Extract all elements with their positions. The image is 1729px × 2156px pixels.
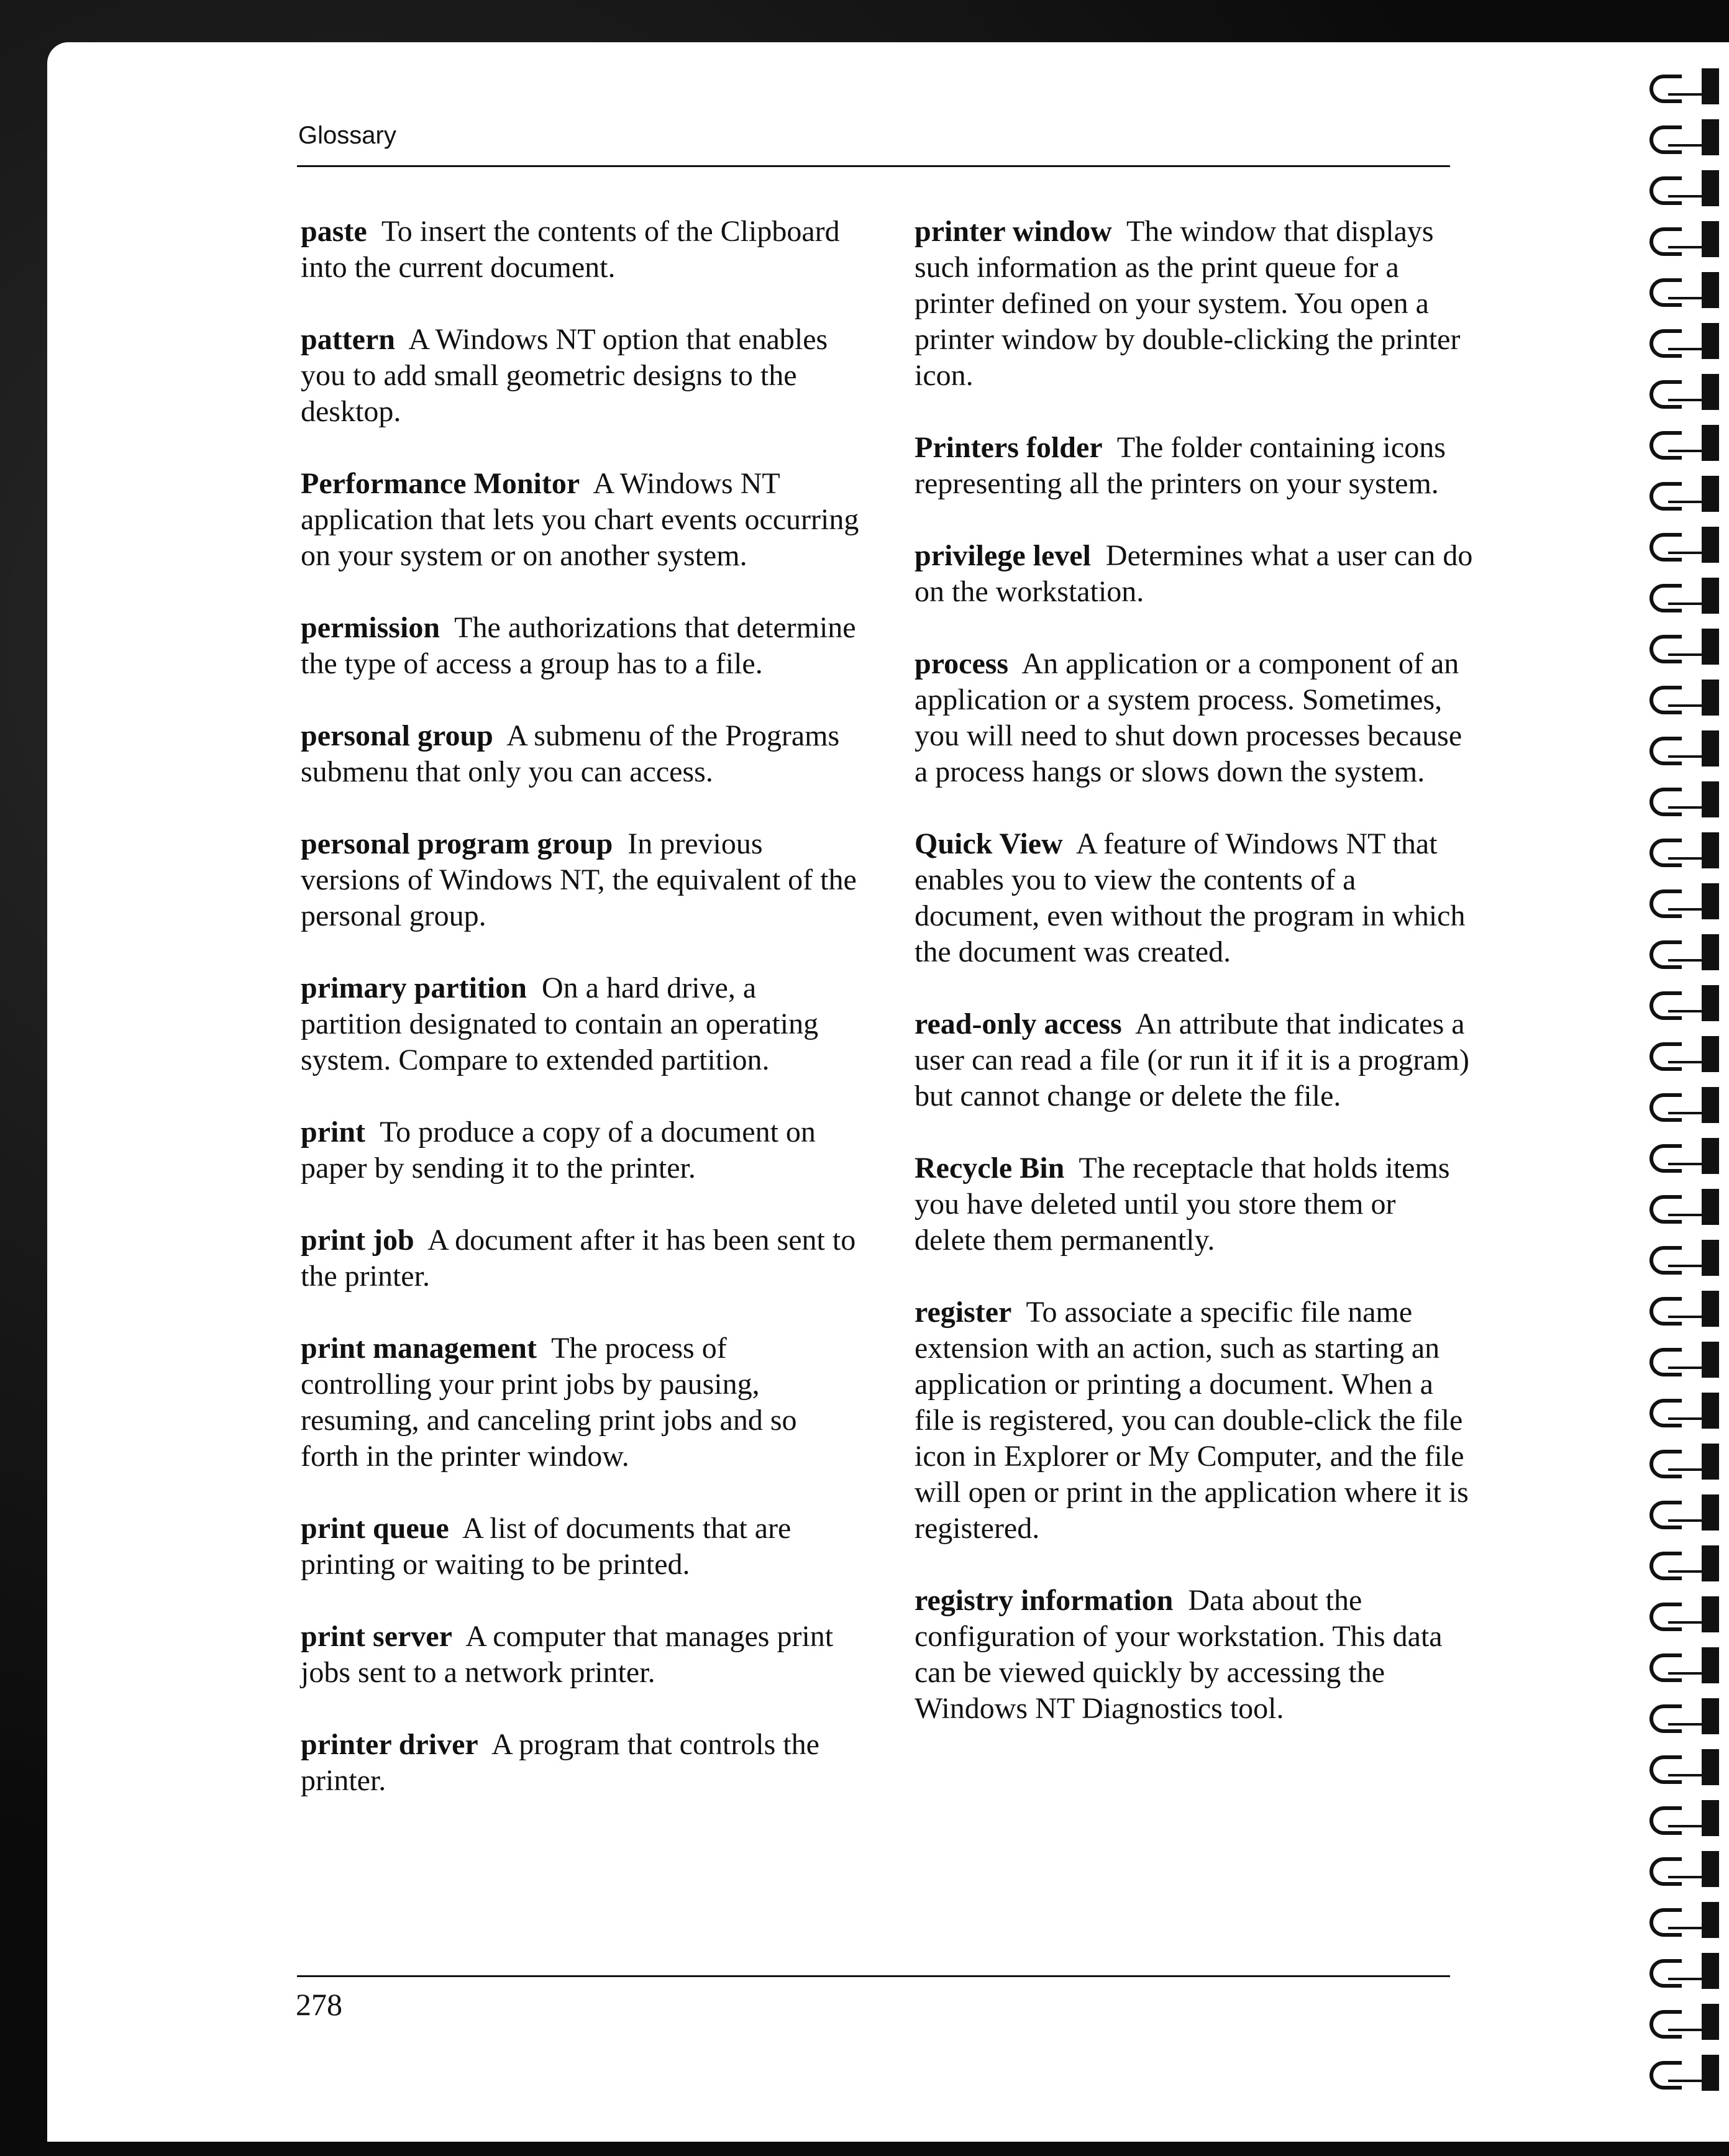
spiral-coil bbox=[1649, 730, 1724, 765]
coil-hook bbox=[1649, 839, 1682, 867]
glossary-term: Performance Monitor bbox=[301, 467, 580, 500]
spiral-coil bbox=[1649, 1189, 1724, 1224]
spiral-coil bbox=[1649, 680, 1724, 714]
spiral-coil bbox=[1649, 1851, 1724, 1886]
glossary-entry bbox=[301, 610, 860, 682]
glossary-definition: A computer that manages print jobs sent to a network printer. bbox=[301, 1620, 834, 1689]
page-header-title: Glossary bbox=[298, 122, 396, 149]
coil-tab bbox=[1702, 1342, 1719, 1378]
coil-tab bbox=[1702, 1851, 1719, 1887]
spiral-coil bbox=[1649, 1953, 1724, 1988]
coil-wire bbox=[1668, 857, 1705, 860]
coil-hook bbox=[1649, 227, 1682, 256]
spiral-coil bbox=[1649, 374, 1724, 409]
glossary-entry bbox=[301, 1727, 860, 1799]
coil-wire bbox=[1668, 1876, 1705, 1878]
coil-wire bbox=[1668, 704, 1705, 707]
glossary-term: pattern bbox=[301, 323, 395, 356]
coil-hook bbox=[1649, 2010, 1682, 2039]
glossary-definition: A document after it has been sent to the printer. bbox=[301, 1224, 856, 1293]
coil-wire bbox=[1668, 959, 1705, 962]
spiral-coil bbox=[1649, 1647, 1724, 1682]
spiral-coil bbox=[1649, 425, 1724, 460]
spiral-coil bbox=[1649, 1596, 1724, 1631]
coil-tab bbox=[1702, 1444, 1719, 1480]
coil-hook bbox=[1649, 1704, 1682, 1733]
coil-tab bbox=[1702, 934, 1719, 970]
coil-hook bbox=[1649, 1450, 1682, 1478]
coil-wire bbox=[1668, 195, 1705, 198]
coil-hook bbox=[1649, 1603, 1682, 1631]
glossary-term: process bbox=[915, 647, 1009, 680]
coil-hook bbox=[1649, 1042, 1682, 1071]
coil-tab bbox=[1702, 1291, 1719, 1327]
glossary-definition: To produce a copy of a document on paper by sending it to the printer. bbox=[301, 1116, 816, 1185]
glossary-definition: A program that controls the printer. bbox=[301, 1728, 819, 1797]
coil-hook bbox=[1649, 737, 1682, 765]
spiral-coil bbox=[1649, 2004, 1724, 2039]
coil-wire bbox=[1668, 603, 1705, 605]
glossary-term: personal program group bbox=[301, 827, 613, 860]
coil-hook bbox=[1649, 75, 1682, 103]
glossary-definition: A Windows NT option that enables you to add small geometric designs to the desktop. bbox=[301, 323, 828, 428]
coil-hook bbox=[1649, 1297, 1682, 1326]
glossary-definition: On a hard drive, a partition designated to contain an operating system. Compare to extended partition. bbox=[301, 971, 819, 1076]
glossary-column-right bbox=[915, 214, 1474, 1763]
glossary-entry bbox=[301, 214, 860, 286]
coil-tab bbox=[1702, 2004, 1719, 2040]
glossary-entry bbox=[915, 1006, 1474, 1114]
glossary-term: privilege level bbox=[915, 539, 1091, 572]
glossary-definition: A submenu of the Programs submenu that only you can access. bbox=[301, 719, 840, 788]
coil-tab bbox=[1702, 629, 1719, 665]
coil-wire bbox=[1668, 297, 1705, 299]
coil-hook bbox=[1649, 533, 1682, 562]
glossary-entry bbox=[301, 1511, 860, 1583]
glossary-term: print job bbox=[301, 1224, 414, 1257]
coil-hook bbox=[1649, 482, 1682, 511]
coil-tab bbox=[1702, 730, 1719, 766]
glossary-term: printer driver bbox=[301, 1728, 478, 1761]
glossary-entry bbox=[301, 718, 860, 790]
coil-hook bbox=[1649, 1806, 1682, 1835]
coil-hook bbox=[1649, 991, 1682, 1020]
glossary-term: Printers folder bbox=[915, 431, 1103, 464]
spiral-coil bbox=[1649, 1494, 1724, 1529]
coil-tab bbox=[1702, 1036, 1719, 1072]
coil-tab bbox=[1702, 781, 1719, 817]
spiral-coil bbox=[1649, 1902, 1724, 1937]
coil-wire bbox=[1668, 1316, 1705, 1318]
header-rule bbox=[297, 165, 1450, 167]
coil-tab bbox=[1702, 1087, 1719, 1123]
coil-tab bbox=[1702, 272, 1719, 308]
glossary-term: print server bbox=[301, 1620, 452, 1653]
document-page bbox=[47, 42, 1729, 2142]
spiral-coil bbox=[1649, 170, 1724, 205]
coil-tab bbox=[1702, 578, 1719, 614]
glossary-definition: A feature of Windows NT that enables you to view the contents of a document, even without the program in which the document was created. bbox=[915, 827, 1466, 968]
coil-tab bbox=[1702, 680, 1719, 716]
coil-tab bbox=[1702, 170, 1719, 206]
spiral-binding bbox=[1605, 68, 1729, 2118]
coil-hook bbox=[1649, 1959, 1682, 1988]
coil-tab bbox=[1702, 832, 1719, 868]
coil-wire bbox=[1668, 1774, 1705, 1776]
coil-hook bbox=[1649, 635, 1682, 663]
spiral-coil bbox=[1649, 476, 1724, 511]
glossary-term: print management bbox=[301, 1332, 537, 1365]
glossary-term: personal group bbox=[301, 719, 493, 752]
coil-hook bbox=[1649, 380, 1682, 409]
glossary-term: primary partition bbox=[301, 971, 527, 1004]
glossary-term: print bbox=[301, 1116, 366, 1149]
glossary-definition: An application or a component of an application or a system process. Sometimes, you will need to shut down processes because a process hangs or slows down the system. bbox=[915, 647, 1462, 788]
coil-hook bbox=[1649, 1755, 1682, 1784]
coil-wire bbox=[1668, 653, 1705, 656]
coil-wire bbox=[1668, 1519, 1705, 1522]
coil-wire bbox=[1668, 1825, 1705, 1827]
glossary-entry bbox=[915, 1294, 1474, 1547]
coil-hook bbox=[1649, 1348, 1682, 1376]
coil-wire bbox=[1668, 2029, 1705, 2031]
glossary-entry bbox=[301, 1114, 860, 1186]
coil-wire bbox=[1668, 93, 1705, 96]
coil-wire bbox=[1668, 1010, 1705, 1012]
coil-wire bbox=[1668, 1367, 1705, 1369]
coil-wire bbox=[1668, 1265, 1705, 1267]
coil-hook bbox=[1649, 1552, 1682, 1580]
coil-hook bbox=[1649, 1653, 1682, 1682]
coil-hook bbox=[1649, 176, 1682, 205]
spiral-coil bbox=[1649, 1036, 1724, 1071]
coil-tab bbox=[1702, 323, 1719, 359]
spiral-coil bbox=[1649, 985, 1724, 1020]
glossary-term: register bbox=[915, 1296, 1012, 1329]
coil-wire bbox=[1668, 144, 1705, 147]
coil-tab bbox=[1702, 221, 1719, 257]
glossary-entry bbox=[915, 430, 1474, 502]
glossary-definition: The process of controlling your print jobs by pausing, resuming, and canceling print jobs and so forth in the printer window. bbox=[301, 1332, 797, 1473]
glossary-entry bbox=[915, 826, 1474, 970]
coil-tab bbox=[1702, 1749, 1719, 1785]
coil-wire bbox=[1668, 552, 1705, 554]
coil-tab bbox=[1702, 1902, 1719, 1938]
glossary-definition: In previous versions of Windows NT, the equivalent of the personal group. bbox=[301, 827, 857, 932]
glossary-definition: A Windows NT application that lets you chart events occurring on your system or on another system. bbox=[301, 467, 859, 572]
coil-wire bbox=[1668, 1672, 1705, 1675]
spiral-coil bbox=[1649, 832, 1724, 867]
spiral-coil bbox=[1649, 1800, 1724, 1835]
coil-hook bbox=[1649, 1093, 1682, 1122]
glossary-definition: The authorizations that determine the type of access a group has to a file. bbox=[301, 611, 856, 680]
coil-hook bbox=[1649, 1144, 1682, 1173]
spiral-coil bbox=[1649, 527, 1724, 562]
coil-hook bbox=[1649, 1195, 1682, 1224]
coil-tab bbox=[1702, 1240, 1719, 1276]
glossary-column-left bbox=[301, 214, 860, 1835]
coil-wire bbox=[1668, 1163, 1705, 1165]
coil-hook bbox=[1649, 2061, 1682, 2090]
spiral-coil bbox=[1649, 1749, 1724, 1784]
glossary-definition: An attribute that indicates a user can read a file (or run it if it is a program) but cannot change or delete the file. bbox=[915, 1007, 1469, 1112]
coil-hook bbox=[1649, 329, 1682, 358]
coil-wire bbox=[1668, 1570, 1705, 1573]
coil-tab bbox=[1702, 119, 1719, 155]
coil-wire bbox=[1668, 1978, 1705, 1980]
glossary-term: print queue bbox=[301, 1512, 449, 1545]
coil-wire bbox=[1668, 1061, 1705, 1063]
coil-wire bbox=[1668, 348, 1705, 350]
spiral-coil bbox=[1649, 1698, 1724, 1733]
glossary-definition: A list of documents that are printing or waiting to be printed. bbox=[301, 1512, 792, 1581]
coil-wire bbox=[1668, 2080, 1705, 2082]
coil-hook bbox=[1649, 686, 1682, 714]
spiral-coil bbox=[1649, 272, 1724, 307]
coil-hook bbox=[1649, 1246, 1682, 1275]
glossary-definition: To associate a specific file name extension with an action, such as starting an application or printing a document. When a file is registered, you can double-click the file icon in Explorer or My Computer, and the file will open or print in the application where it is registered. bbox=[915, 1296, 1469, 1545]
coil-wire bbox=[1668, 1417, 1705, 1420]
glossary-entry bbox=[301, 1222, 860, 1294]
glossary-entry bbox=[915, 538, 1474, 610]
spiral-coil bbox=[1649, 1545, 1724, 1580]
spiral-coil bbox=[1649, 883, 1724, 918]
coil-wire bbox=[1668, 1468, 1705, 1471]
glossary-term: paste bbox=[301, 215, 367, 248]
glossary-term: read-only access bbox=[915, 1007, 1122, 1040]
coil-wire bbox=[1668, 755, 1705, 758]
spiral-coil bbox=[1649, 1087, 1724, 1122]
glossary-definition: To insert the contents of the Clipboard into the current document. bbox=[301, 215, 840, 284]
coil-hook bbox=[1649, 1908, 1682, 1937]
coil-hook bbox=[1649, 278, 1682, 307]
glossary-entry bbox=[915, 1150, 1474, 1258]
coil-tab bbox=[1702, 1953, 1719, 1989]
glossary-entry bbox=[915, 646, 1474, 790]
spiral-coil bbox=[1649, 578, 1724, 612]
coil-tab bbox=[1702, 1138, 1719, 1174]
glossary-entry bbox=[301, 970, 860, 1078]
glossary-term: Quick View bbox=[915, 827, 1063, 860]
glossary-term: Recycle Bin bbox=[915, 1152, 1065, 1185]
coil-tab bbox=[1702, 1596, 1719, 1632]
coil-wire bbox=[1668, 399, 1705, 401]
coil-hook bbox=[1649, 940, 1682, 969]
coil-wire bbox=[1668, 1112, 1705, 1114]
coil-tab bbox=[1702, 1545, 1719, 1581]
glossary-term: registry information bbox=[915, 1584, 1174, 1617]
spiral-coil bbox=[1649, 934, 1724, 969]
coil-wire bbox=[1668, 450, 1705, 452]
coil-hook bbox=[1649, 125, 1682, 154]
coil-tab bbox=[1702, 527, 1719, 563]
glossary-definition: Determines what a user can do on the workstation. bbox=[915, 539, 1473, 608]
coil-hook bbox=[1649, 1399, 1682, 1427]
glossary-definition: The folder containing icons representing all the printers on your system. bbox=[915, 431, 1446, 500]
coil-hook bbox=[1649, 1857, 1682, 1886]
glossary-term: permission bbox=[301, 611, 440, 644]
spiral-coil bbox=[1649, 1240, 1724, 1275]
coil-hook bbox=[1649, 584, 1682, 612]
spiral-coil bbox=[1649, 1138, 1724, 1173]
spiral-coil bbox=[1649, 221, 1724, 256]
coil-tab bbox=[1702, 1189, 1719, 1225]
glossary-entry bbox=[301, 1619, 860, 1691]
coil-wire bbox=[1668, 908, 1705, 911]
coil-wire bbox=[1668, 1621, 1705, 1624]
coil-wire bbox=[1668, 806, 1705, 809]
coil-tab bbox=[1702, 1647, 1719, 1683]
spiral-coil bbox=[1649, 1393, 1724, 1427]
coil-tab bbox=[1702, 1393, 1719, 1429]
glossary-entry bbox=[301, 826, 860, 934]
coil-wire bbox=[1668, 246, 1705, 248]
glossary-term: printer window bbox=[915, 215, 1112, 248]
coil-tab bbox=[1702, 374, 1719, 410]
glossary-definition: The receptacle that holds items you have deleted until you store them or delete them permanently. bbox=[915, 1152, 1450, 1257]
spiral-coil bbox=[1649, 119, 1724, 154]
coil-hook bbox=[1649, 431, 1682, 460]
coil-wire bbox=[1668, 501, 1705, 503]
glossary-entry bbox=[301, 466, 860, 574]
spiral-coil bbox=[1649, 1444, 1724, 1478]
glossary-entry bbox=[301, 1330, 860, 1475]
coil-hook bbox=[1649, 889, 1682, 918]
coil-tab bbox=[1702, 1698, 1719, 1734]
glossary-entry bbox=[915, 1583, 1474, 1727]
spiral-coil bbox=[1649, 2055, 1724, 2090]
coil-tab bbox=[1702, 476, 1719, 512]
spiral-coil bbox=[1649, 781, 1724, 816]
coil-tab bbox=[1702, 425, 1719, 461]
spiral-coil bbox=[1649, 1342, 1724, 1376]
coil-tab bbox=[1702, 68, 1719, 104]
coil-tab bbox=[1702, 883, 1719, 919]
coil-hook bbox=[1649, 1501, 1682, 1529]
spiral-coil bbox=[1649, 1291, 1724, 1326]
glossary-entry bbox=[915, 214, 1474, 394]
footer-rule bbox=[297, 1975, 1450, 1977]
glossary-definition: Data about the configuration of your workstation. This data can be viewed quickly by accessing the Windows NT Diagnostics tool. bbox=[915, 1584, 1443, 1725]
coil-wire bbox=[1668, 1214, 1705, 1216]
spiral-coil bbox=[1649, 323, 1724, 358]
coil-hook bbox=[1649, 788, 1682, 816]
glossary-definition: The window that displays such information as the print queue for a printer defined on your system. You open a printer window by double-clicking the printer icon. bbox=[915, 215, 1461, 392]
coil-tab bbox=[1702, 2055, 1719, 2091]
spiral-coil bbox=[1649, 68, 1724, 103]
coil-tab bbox=[1702, 1494, 1719, 1531]
coil-tab bbox=[1702, 1800, 1719, 1836]
coil-wire bbox=[1668, 1927, 1705, 1929]
coil-tab bbox=[1702, 985, 1719, 1021]
page-number: 278 bbox=[296, 1987, 342, 2022]
glossary-entry bbox=[301, 322, 860, 430]
spiral-coil bbox=[1649, 629, 1724, 663]
coil-wire bbox=[1668, 1723, 1705, 1726]
